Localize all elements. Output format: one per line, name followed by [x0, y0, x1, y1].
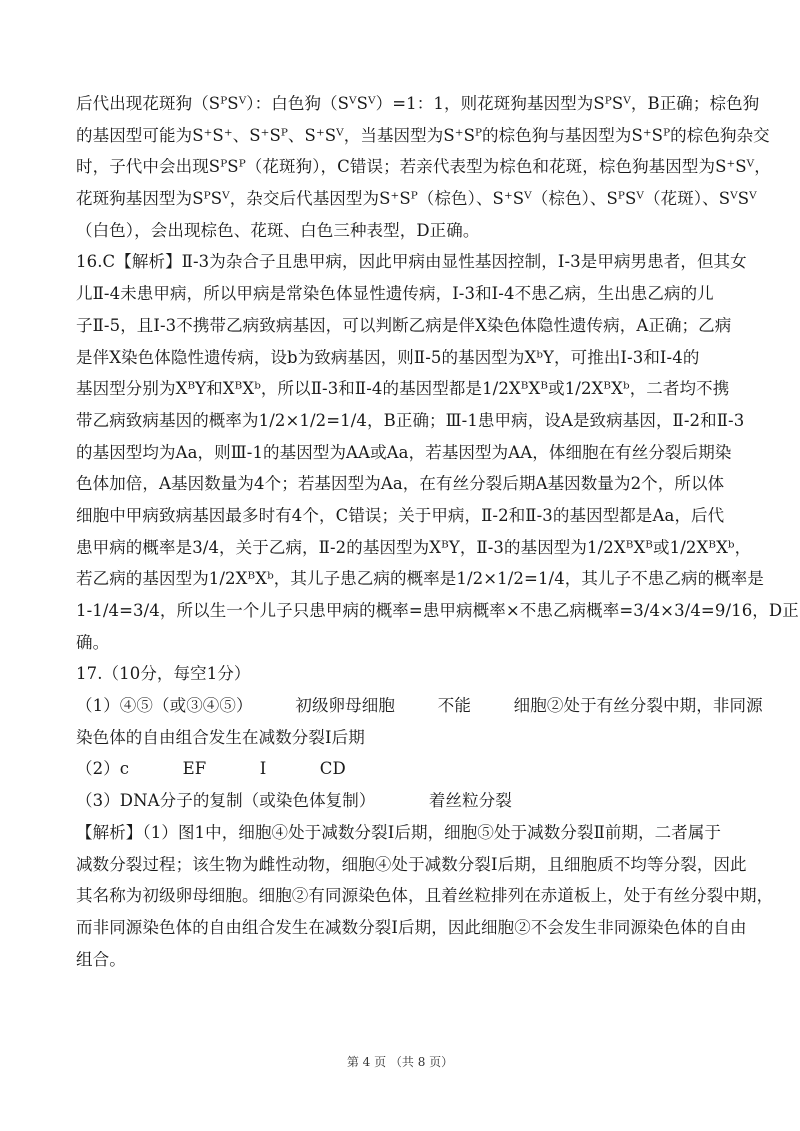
text-line: 后代出现花斑狗（SᴾSⱽ）：白色狗（SⱽSⱽ）=1：1，则花斑狗基因型为SᴾSⱽ，B正确；棕色狗: [76, 94, 760, 113]
text-line: 时，子代中会出现SᴾSᴾ（花斑狗），C错误；若亲代表型为棕色和花斑，棕色狗基因型为S⁺Sⱽ，: [76, 157, 771, 177]
text-line: 子Ⅱ-5，且Ⅰ-3不携带乙病致病基因，可以判断乙病是伴X染色体隐性遗传病，A正确；乙病: [76, 315, 732, 335]
text-line: 染色体的自由组合发生在减数分裂Ⅰ后期: [76, 727, 365, 747]
text-line: （白色），会出现棕色、花斑、白色三种表型，D正确。: [76, 220, 480, 240]
text-line: 细胞中甲病致病基因最多时有4个，C错误；关于甲病，Ⅱ-2和Ⅱ-3的基因型都是Aa，后代: [76, 505, 725, 525]
text-line: 基因型分别为XᴮY和XᴮXᵇ，所以Ⅱ-3和Ⅱ-4的基因型都是1/2XᴮXᴮ或1/2XᴮXᵇ，二者均不携: [76, 379, 730, 399]
text-line: 儿Ⅱ-4未患甲病，所以甲病是常染色体显性遗传病，Ⅰ-3和Ⅰ-4不患乙病，生出患乙病的儿: [76, 284, 714, 304]
answer-17-3: （3）DNA分子的复制（或染色体复制） 着丝粒分裂: [76, 791, 512, 811]
answer-text-body: [76, 88, 799, 975]
text-line: 而非同源染色体的自由组合发生在减数分裂Ⅰ后期，因此细胞②不会发生非同源染色体的自由: [76, 917, 747, 937]
text-line: 若乙病的基因型为1/2XᴮXᵇ，其儿子患乙病的概率是1/2×1/2=1/4，其儿子不患乙病的概率是: [76, 569, 764, 589]
text-line: 组合。: [76, 949, 126, 969]
text-line: 的基因型均为Aa，则Ⅲ-1的基因型为AA或Aa，若基因型为AA，体细胞在有丝分裂后期染: [76, 442, 732, 462]
text-line: 确。: [76, 632, 110, 652]
text-line: 其名称为初级卵母细胞。细胞②有同源染色体，且着丝粒排列在赤道板上，处于有丝分裂中期，: [76, 886, 774, 906]
text-line: 减数分裂过程；该生物为雌性动物，细胞④处于减数分裂Ⅰ后期，且细胞质不均等分裂，因此: [76, 854, 747, 874]
text-line: 的基因型可能为S⁺S⁺、S⁺Sᴾ、S⁺Sⱽ，当基因型为S⁺Sᴾ的棕色狗与基因型为S⁺Sᴾ的棕色狗杂交: [76, 125, 770, 145]
text-line: 是伴X染色体隐性遗传病，设b为致病基因，则Ⅱ-5的基因型为XᵇY，可推出Ⅰ-3和Ⅰ-4的: [76, 347, 700, 367]
text-line: 带乙病致病基因的概率为1/2×1/2=1/4，B正确；Ⅲ-1患甲病，设A是致病基因，Ⅱ-2和Ⅱ-3: [76, 410, 745, 430]
page-number-footer: 第 4 页 （共 8 页）: [346, 1055, 454, 1069]
text-line: 患甲病的概率是3/4，关于乙病，Ⅱ-2的基因型为XᴮY，Ⅱ-3的基因型为1/2XᴮXᴮ或1/2XᴮXᵇ，: [76, 537, 752, 557]
text-line: 花斑狗基因型为SᴾSⱽ，杂交后代基因型为S⁺Sᴾ（棕色）、S⁺Sⱽ（棕色）、SᴾSⱽ（花斑）、SⱽSⱽ: [76, 189, 757, 209]
analysis-17: 【解析】（1）图1中，细胞④处于减数分裂Ⅰ后期，细胞⑤处于减数分裂Ⅱ前期，二者属于: [76, 822, 722, 842]
answer-17-1: （1）④⑤（或③④⑤） 初级卵母细胞 不能 细胞②处于有丝分裂中期，非同源: [76, 696, 763, 716]
question-16-answer: 16.C【解析】Ⅱ-3为杂合子且患甲病，因此甲病由显性基因控制，Ⅰ-3是甲病男患者，但其女: [76, 252, 747, 272]
answer-17-2: （2）c EF Ⅰ CD: [76, 759, 346, 779]
text-line: 色体加倍，A基因数量为4个；若基因型为Aa，在有丝分裂后期A基因数量为2个，所以体: [76, 474, 725, 494]
text-line: 1-1/4=3/4，所以生一个儿子只患甲病的概率=患甲病概率×不患乙病概率=3/4×3/4=9/16，D正: [76, 601, 799, 620]
question-17-heading: 17.（10分，每空1分）: [76, 664, 251, 684]
